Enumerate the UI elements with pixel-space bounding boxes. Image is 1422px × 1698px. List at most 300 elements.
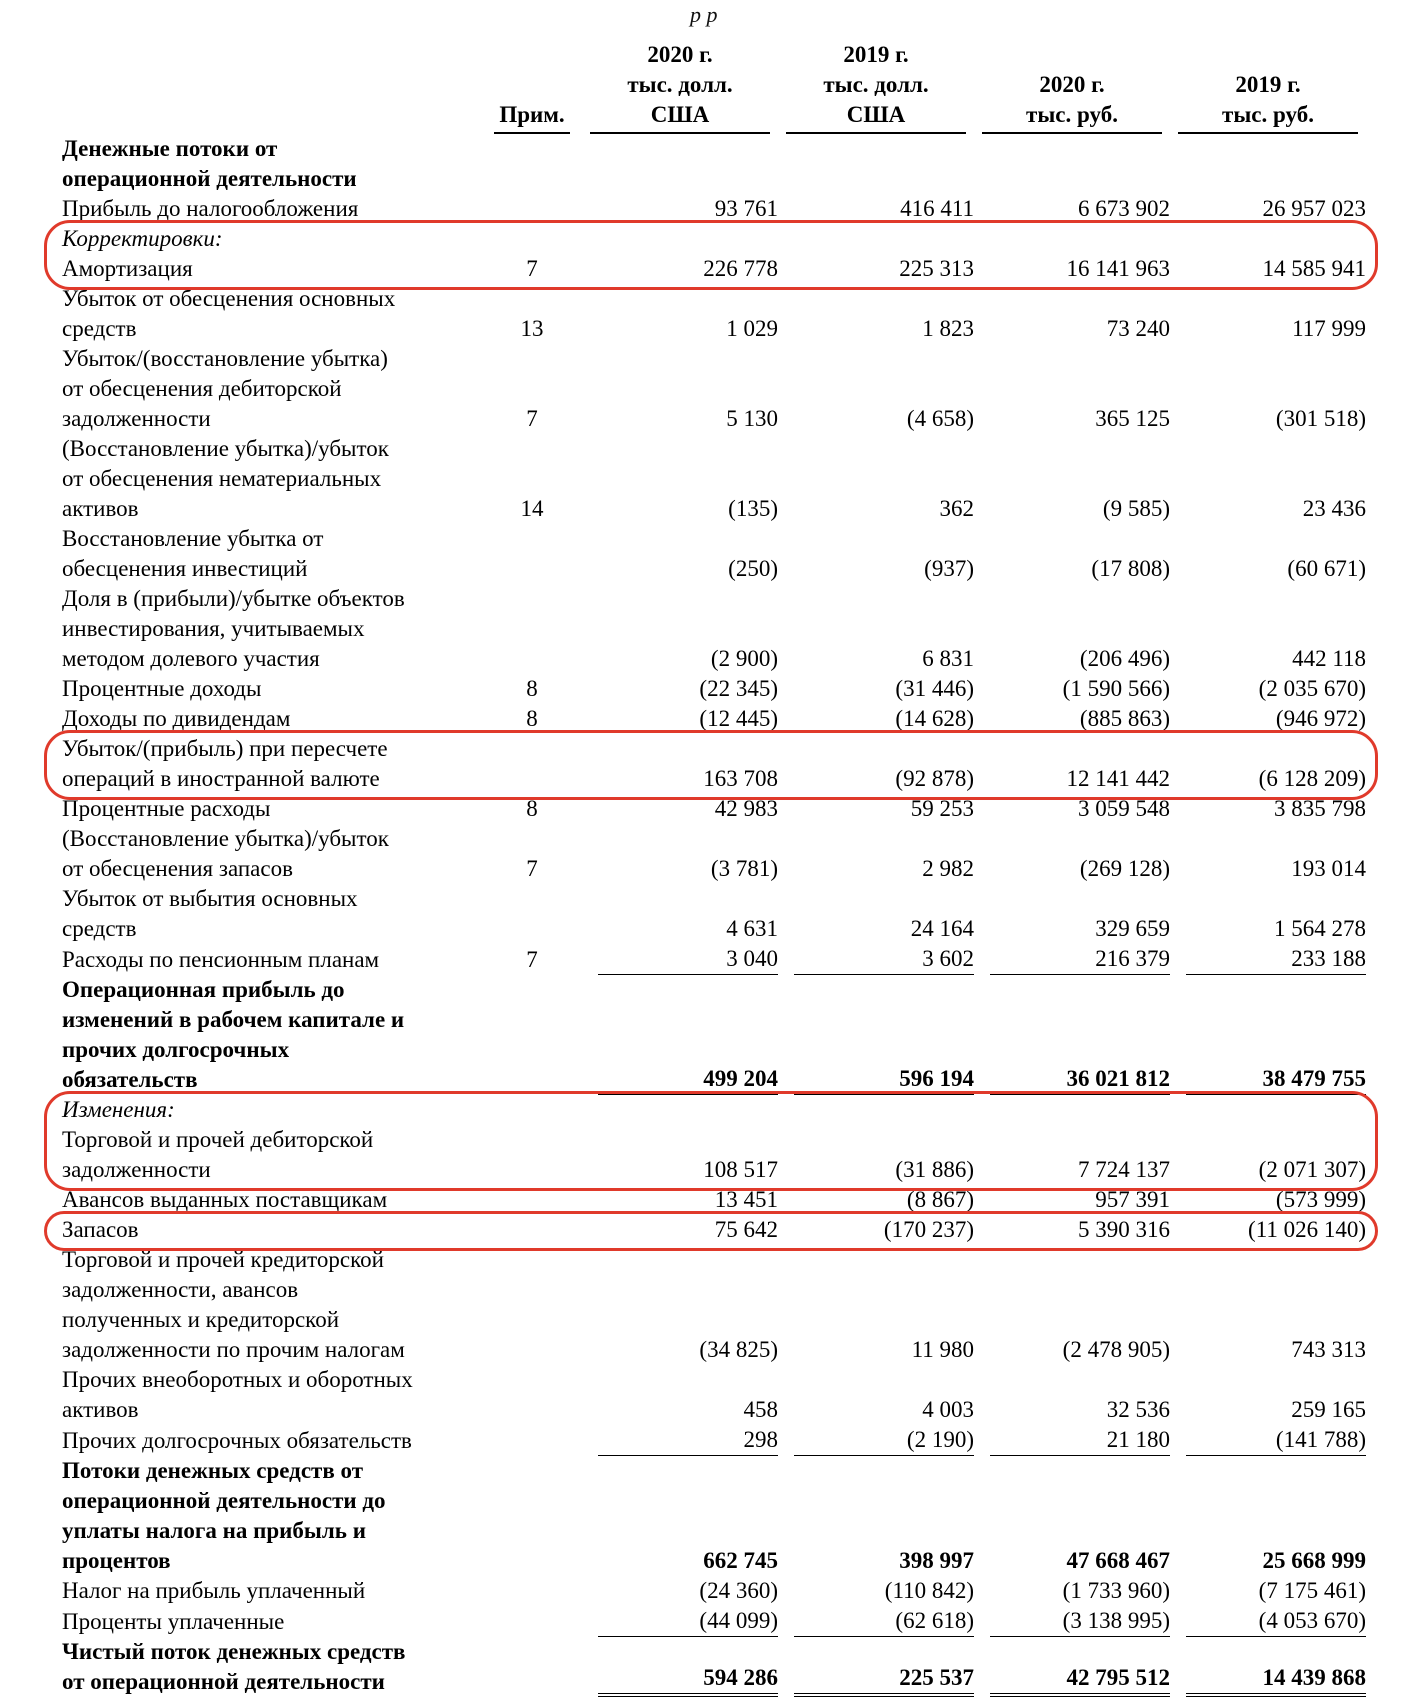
value-2020-usd <box>582 134 778 194</box>
cell-value: (110 842) <box>884 1578 974 1603</box>
row-label-line: Запасов <box>62 1217 139 1242</box>
row-label-line: Расходы по пенсионным планам <box>62 947 380 972</box>
cell-value: 259 165 <box>1291 1397 1366 1422</box>
row-label <box>62 734 482 794</box>
table-row <box>62 134 1366 194</box>
cell-value: (937) <box>924 556 974 581</box>
header-2019-rub: 2019 г. тыс. руб. <box>1170 40 1366 134</box>
value-2020-usd <box>582 944 778 975</box>
row-label <box>62 1576 482 1606</box>
row-label-line: Потоки денежных средств от <box>62 1458 363 1483</box>
cell-value: 957 391 <box>1095 1187 1170 1212</box>
cell-value: (9 585) <box>1102 496 1170 521</box>
value-2020-usd <box>582 254 778 284</box>
value-2020-rub <box>974 434 1170 524</box>
value-2019-rub <box>1170 1606 1366 1637</box>
cell-value: (60 671) <box>1287 556 1366 581</box>
row-label <box>62 1095 482 1125</box>
value-2020-rub <box>974 284 1170 344</box>
row-label-line: Процентные доходы <box>62 676 262 701</box>
value-2019-usd <box>778 254 974 284</box>
row-label-line: (Восстановление убытка)/убыток <box>62 436 389 461</box>
cell-value: (141 788) <box>1186 1425 1366 1456</box>
cell-value: 216 379 <box>990 944 1170 975</box>
row-label-line: активов <box>62 496 139 521</box>
row-note <box>482 1606 582 1637</box>
cell-value: (946 972) <box>1275 706 1366 731</box>
value-2020-rub <box>974 704 1170 734</box>
row-note: 7 <box>526 256 538 281</box>
value-2019-usd <box>778 134 974 194</box>
value-2020-usd <box>582 1425 778 1456</box>
row-label <box>62 944 482 975</box>
cell-value: 73 240 <box>1106 316 1170 341</box>
value-2020-usd <box>582 824 778 884</box>
value-2019-usd <box>778 194 974 224</box>
value-2020-rub <box>974 674 1170 704</box>
row-label-line: обесценения инвестиций <box>62 556 308 581</box>
value-2019-rub <box>1170 975 1366 1095</box>
value-2019-rub <box>1170 344 1366 434</box>
cell-value: 662 745 <box>703 1548 778 1573</box>
value-2019-usd <box>778 1456 974 1576</box>
value-2019-usd <box>778 734 974 794</box>
cell-value: (573 999) <box>1275 1187 1366 1212</box>
cell-value: 1 564 278 <box>1274 916 1366 941</box>
value-2019-rub <box>1170 1215 1366 1245</box>
row-label <box>62 584 482 674</box>
value-2019-rub <box>1170 134 1366 194</box>
row-label-line: Амортизация <box>62 256 193 281</box>
cell-value: (2 190) <box>794 1425 974 1456</box>
row-note <box>482 1365 582 1425</box>
row-label-line: инвестирования, учитываемых <box>62 616 365 641</box>
cell-value: (1 590 566) <box>1062 676 1170 701</box>
value-2020-usd <box>582 1456 778 1576</box>
header-2020-usd: 2020 г. тыс. долл. США <box>582 40 778 134</box>
row-label <box>62 284 482 344</box>
cell-value: 24 164 <box>910 916 974 941</box>
cell-value: 75 642 <box>714 1217 778 1242</box>
value-2019-usd <box>778 584 974 674</box>
cell-value: 1 823 <box>922 316 974 341</box>
cell-value: (2 071 307) <box>1258 1157 1366 1182</box>
row-note <box>482 134 582 194</box>
row-note <box>482 1425 582 1456</box>
row-note: 7 <box>526 406 538 431</box>
value-2019-usd <box>778 434 974 524</box>
row-label-line: операционной деятельности <box>62 166 357 191</box>
value-2019-rub <box>1170 284 1366 344</box>
cell-value: 25 668 999 <box>1262 1548 1366 1573</box>
cell-value: (17 808) <box>1091 556 1170 581</box>
cell-value: (2 478 905) <box>1062 1337 1170 1362</box>
value-2019-rub <box>1170 944 1366 975</box>
cell-value: (14 628) <box>895 706 974 731</box>
row-note <box>482 1095 582 1125</box>
cell-value: (4 658) <box>906 406 974 431</box>
row-label-line: Налог на прибыль уплаченный <box>62 1578 366 1603</box>
cell-value: 1 029 <box>726 316 778 341</box>
value-2019-rub <box>1170 674 1366 704</box>
table-row <box>62 944 1366 975</box>
row-label-line: Торговой и прочей кредиторской <box>62 1247 384 1272</box>
cell-value: 233 188 <box>1186 944 1366 975</box>
cell-value: (92 878) <box>895 766 974 791</box>
cell-value: 458 <box>743 1397 778 1422</box>
value-2020-rub <box>974 1185 1170 1215</box>
row-label <box>62 704 482 734</box>
value-2020-rub <box>974 224 1170 254</box>
cell-value: (11 026 140) <box>1248 1217 1366 1242</box>
row-note: 8 <box>526 676 538 701</box>
row-label-line: задолженности, авансов <box>62 1277 299 1302</box>
cell-value: (22 345) <box>699 676 778 701</box>
row-label-line: Доля в (прибыли)/убытке объектов <box>62 586 405 611</box>
row-label-line: задолженности <box>62 1157 211 1182</box>
row-label <box>62 344 482 434</box>
cell-value: 38 479 755 <box>1186 1064 1366 1095</box>
table-row <box>62 824 1366 884</box>
row-label <box>62 134 482 194</box>
table-row <box>62 884 1366 944</box>
row-label-line: Операционная прибыль до <box>62 977 345 1002</box>
row-note <box>482 584 582 674</box>
row-label-line: полученных и кредиторской <box>62 1307 339 1332</box>
cropped-header-text: р р <box>690 2 718 27</box>
cell-value: 4 003 <box>922 1397 974 1422</box>
row-label <box>62 254 482 284</box>
row-note <box>482 1125 582 1185</box>
row-note <box>482 884 582 944</box>
cell-value: 225 537 <box>794 1663 974 1697</box>
cell-value: 416 411 <box>900 196 974 221</box>
value-2019-rub <box>1170 1125 1366 1185</box>
cell-value: 11 980 <box>911 1337 974 1362</box>
cell-value: 226 778 <box>703 256 778 281</box>
row-note <box>482 524 582 584</box>
row-label <box>62 1606 482 1637</box>
cell-value: (7 175 461) <box>1258 1578 1366 1603</box>
value-2019-usd <box>778 1365 974 1425</box>
value-2020-rub <box>974 794 1170 824</box>
value-2020-rub <box>974 254 1170 284</box>
value-2019-rub <box>1170 524 1366 584</box>
value-2019-rub <box>1170 254 1366 284</box>
table-row <box>62 1456 1366 1576</box>
table-row <box>62 1637 1366 1697</box>
cell-value: 225 313 <box>899 256 974 281</box>
cell-value: 13 451 <box>714 1187 778 1212</box>
cell-value: (250) <box>728 556 778 581</box>
cell-value: (2 900) <box>710 646 778 671</box>
row-note: 8 <box>526 706 538 731</box>
value-2020-rub <box>974 734 1170 794</box>
cell-value: 365 125 <box>1095 406 1170 431</box>
cell-value: 298 <box>598 1425 778 1456</box>
row-note: 14 <box>520 496 544 521</box>
row-note: 8 <box>526 796 538 821</box>
value-2020-rub <box>974 1456 1170 1576</box>
cell-value: 5 130 <box>726 406 778 431</box>
row-label-line: прочих долгосрочных <box>62 1037 290 1062</box>
row-note <box>482 1456 582 1576</box>
row-note <box>482 1215 582 1245</box>
cell-value: (170 237) <box>883 1217 974 1242</box>
row-note <box>482 734 582 794</box>
cell-value: 23 436 <box>1302 496 1366 521</box>
value-2020-usd <box>582 704 778 734</box>
value-2019-usd <box>778 524 974 584</box>
value-2019-rub <box>1170 794 1366 824</box>
table-row <box>62 584 1366 674</box>
cell-value: (3 781) <box>710 856 778 881</box>
cash-flow-body <box>62 134 1366 1697</box>
cell-value: 14 439 868 <box>1186 1663 1366 1697</box>
value-2020-usd <box>582 794 778 824</box>
value-2020-rub <box>974 1425 1170 1456</box>
table-row <box>62 254 1366 284</box>
row-label <box>62 1185 482 1215</box>
row-label <box>62 1425 482 1456</box>
row-label-line: методом долевого участия <box>62 646 320 671</box>
value-2020-rub <box>974 944 1170 975</box>
cell-value: 362 <box>939 496 974 521</box>
header-note: Прим. <box>482 40 582 134</box>
row-label-line: Прочих долгосрочных обязательств <box>62 1428 412 1453</box>
row-label <box>62 1637 482 1697</box>
value-2019-rub <box>1170 884 1366 944</box>
row-label-line: Прочих внеоборотных и оборотных <box>62 1367 413 1392</box>
table-row <box>62 1125 1366 1185</box>
value-2019-rub <box>1170 224 1366 254</box>
table-row <box>62 224 1366 254</box>
value-2020-rub <box>974 1245 1170 1365</box>
row-label <box>62 1125 482 1185</box>
cell-value: 3 602 <box>794 944 974 975</box>
row-label-line: Корректировки: <box>62 226 223 251</box>
row-label <box>62 224 482 254</box>
row-label <box>62 824 482 884</box>
value-2020-usd <box>582 194 778 224</box>
value-2020-usd <box>582 1576 778 1606</box>
row-label-line: от обесценения дебиторской <box>62 376 342 401</box>
value-2020-rub <box>974 1095 1170 1125</box>
cell-value: (24 360) <box>699 1578 778 1603</box>
table-row <box>62 1365 1366 1425</box>
value-2019-usd <box>778 975 974 1095</box>
value-2019-usd <box>778 344 974 434</box>
table-row <box>62 434 1366 524</box>
row-label <box>62 975 482 1095</box>
cell-value: 499 204 <box>598 1064 778 1095</box>
table-row <box>62 1606 1366 1637</box>
row-label-line: Проценты уплаченные <box>62 1609 285 1634</box>
value-2020-rub <box>974 824 1170 884</box>
value-2020-usd <box>582 1245 778 1365</box>
value-2020-usd <box>582 1365 778 1425</box>
row-label-line: Доходы по дивидендам <box>62 706 291 731</box>
row-label-line: обязательств <box>62 1067 198 1092</box>
row-note <box>482 1576 582 1606</box>
cell-value: (269 128) <box>1079 856 1170 881</box>
cell-value: 21 180 <box>990 1425 1170 1456</box>
cell-value: 5 390 316 <box>1078 1217 1170 1242</box>
row-label-line: Убыток/(прибыль) при пересчете <box>62 736 388 761</box>
row-label <box>62 1215 482 1245</box>
table-row <box>62 674 1366 704</box>
cell-value: 6 831 <box>922 646 974 671</box>
row-note: 13 <box>520 316 544 341</box>
cell-value: (31 446) <box>895 676 974 701</box>
cell-value: (31 886) <box>895 1157 974 1182</box>
cell-value: (2 035 670) <box>1258 676 1366 701</box>
cell-value: (62 618) <box>794 1606 974 1637</box>
row-label-line: Убыток от выбытия основных <box>62 886 358 911</box>
cell-value: (4 053 670) <box>1186 1606 1366 1637</box>
value-2020-rub <box>974 975 1170 1095</box>
cell-value: 108 517 <box>703 1157 778 1182</box>
cell-value: (3 138 995) <box>990 1606 1170 1637</box>
value-2020-rub <box>974 344 1170 434</box>
cell-value: 117 999 <box>1292 316 1366 341</box>
table-row <box>62 194 1366 224</box>
table-row <box>62 524 1366 584</box>
table-row <box>62 1576 1366 1606</box>
row-label-line: процентов <box>62 1548 171 1573</box>
value-2019-usd <box>778 1606 974 1637</box>
value-2020-usd <box>582 734 778 794</box>
cell-value: (1 733 960) <box>1062 1578 1170 1603</box>
value-2019-rub <box>1170 704 1366 734</box>
table-row <box>62 284 1366 344</box>
cell-value: 193 014 <box>1291 856 1366 881</box>
table-row <box>62 975 1366 1095</box>
value-2020-rub <box>974 1637 1170 1697</box>
row-label-line: Процентные расходы <box>62 796 271 821</box>
value-2019-usd <box>778 944 974 975</box>
row-label <box>62 884 482 944</box>
value-2020-rub <box>974 524 1170 584</box>
cell-value: 47 668 467 <box>1066 1548 1170 1573</box>
value-2020-usd <box>582 1637 778 1697</box>
value-2019-usd <box>778 1425 974 1456</box>
cell-value: 7 724 137 <box>1078 1157 1170 1182</box>
row-label-line: от операционной деятельности <box>62 1669 385 1694</box>
cell-value: 442 118 <box>1292 646 1366 671</box>
row-label <box>62 1245 482 1365</box>
cell-value: 163 708 <box>703 766 778 791</box>
row-label <box>62 1456 482 1576</box>
value-2020-rub <box>974 134 1170 194</box>
value-2020-usd <box>582 884 778 944</box>
row-note: 7 <box>526 856 538 881</box>
row-label-line: операций в иностранной валюте <box>62 766 380 791</box>
value-2019-usd <box>778 1576 974 1606</box>
row-note <box>482 194 582 224</box>
table-row <box>62 1185 1366 1215</box>
value-2020-rub <box>974 1576 1170 1606</box>
row-label-line: от обесценения нематериальных <box>62 466 382 491</box>
row-note: 7 <box>526 947 538 972</box>
cell-value: 3 835 798 <box>1274 796 1366 821</box>
row-note <box>482 1637 582 1697</box>
cell-value: (135) <box>728 496 778 521</box>
row-label <box>62 1365 482 1425</box>
row-label <box>62 524 482 584</box>
row-note <box>482 1245 582 1365</box>
cell-value: 743 313 <box>1291 1337 1366 1362</box>
row-label-line: от обесценения запасов <box>62 856 293 881</box>
value-2020-usd <box>582 584 778 674</box>
value-2020-usd <box>582 1606 778 1637</box>
cell-value: 3 040 <box>598 944 778 975</box>
value-2020-rub <box>974 1125 1170 1185</box>
row-label-line: операционной деятельности до <box>62 1488 386 1513</box>
row-note <box>482 975 582 1095</box>
cell-value: (885 863) <box>1079 706 1170 731</box>
row-label-line: Авансов выданных поставщикам <box>62 1187 388 1212</box>
cell-value: 42 795 512 <box>990 1663 1170 1697</box>
row-label-line: Денежные потоки от <box>62 136 278 161</box>
row-label-line: Убыток/(восстановление убытка) <box>62 346 388 371</box>
table-row <box>62 1245 1366 1365</box>
value-2020-usd <box>582 434 778 524</box>
value-2019-rub <box>1170 1637 1366 1697</box>
value-2019-rub <box>1170 584 1366 674</box>
value-2019-rub <box>1170 824 1366 884</box>
cell-value: 12 141 442 <box>1066 766 1170 791</box>
cell-value: 59 253 <box>910 796 974 821</box>
value-2019-rub <box>1170 194 1366 224</box>
cell-value: 26 957 023 <box>1262 196 1366 221</box>
value-2019-usd <box>778 1215 974 1245</box>
cell-value: 596 194 <box>794 1064 974 1095</box>
header-2020-rub: 2020 г. тыс. руб. <box>974 40 1170 134</box>
table-row <box>62 734 1366 794</box>
cash-flow-table <box>62 40 1366 1697</box>
value-2020-usd <box>582 975 778 1095</box>
value-2020-usd <box>582 1185 778 1215</box>
cell-value: 329 659 <box>1095 916 1170 941</box>
cell-value: (44 099) <box>598 1606 778 1637</box>
value-2020-usd <box>582 524 778 584</box>
row-note <box>482 224 582 254</box>
value-2020-usd <box>582 224 778 254</box>
cell-value: 594 286 <box>598 1663 778 1697</box>
value-2020-usd <box>582 1125 778 1185</box>
row-label-line: (Восстановление убытка)/убыток <box>62 826 389 851</box>
cell-value: 16 141 963 <box>1066 256 1170 281</box>
cell-value: 4 631 <box>726 916 778 941</box>
header-blank <box>62 40 482 134</box>
value-2019-usd <box>778 1245 974 1365</box>
header-row <box>62 40 1366 134</box>
cell-value: 2 982 <box>922 856 974 881</box>
value-2019-rub <box>1170 1365 1366 1425</box>
value-2019-rub <box>1170 734 1366 794</box>
cell-value: 42 983 <box>714 796 778 821</box>
value-2020-rub <box>974 884 1170 944</box>
value-2020-usd <box>582 284 778 344</box>
row-label-line: задолженности по прочим налогам <box>62 1337 405 1362</box>
cell-value: 14 585 941 <box>1262 256 1366 281</box>
row-label-line: задолженности <box>62 406 211 431</box>
value-2019-rub <box>1170 1576 1366 1606</box>
cell-value: (8 867) <box>906 1187 974 1212</box>
row-label-line: средств <box>62 316 137 341</box>
table-row <box>62 1215 1366 1245</box>
